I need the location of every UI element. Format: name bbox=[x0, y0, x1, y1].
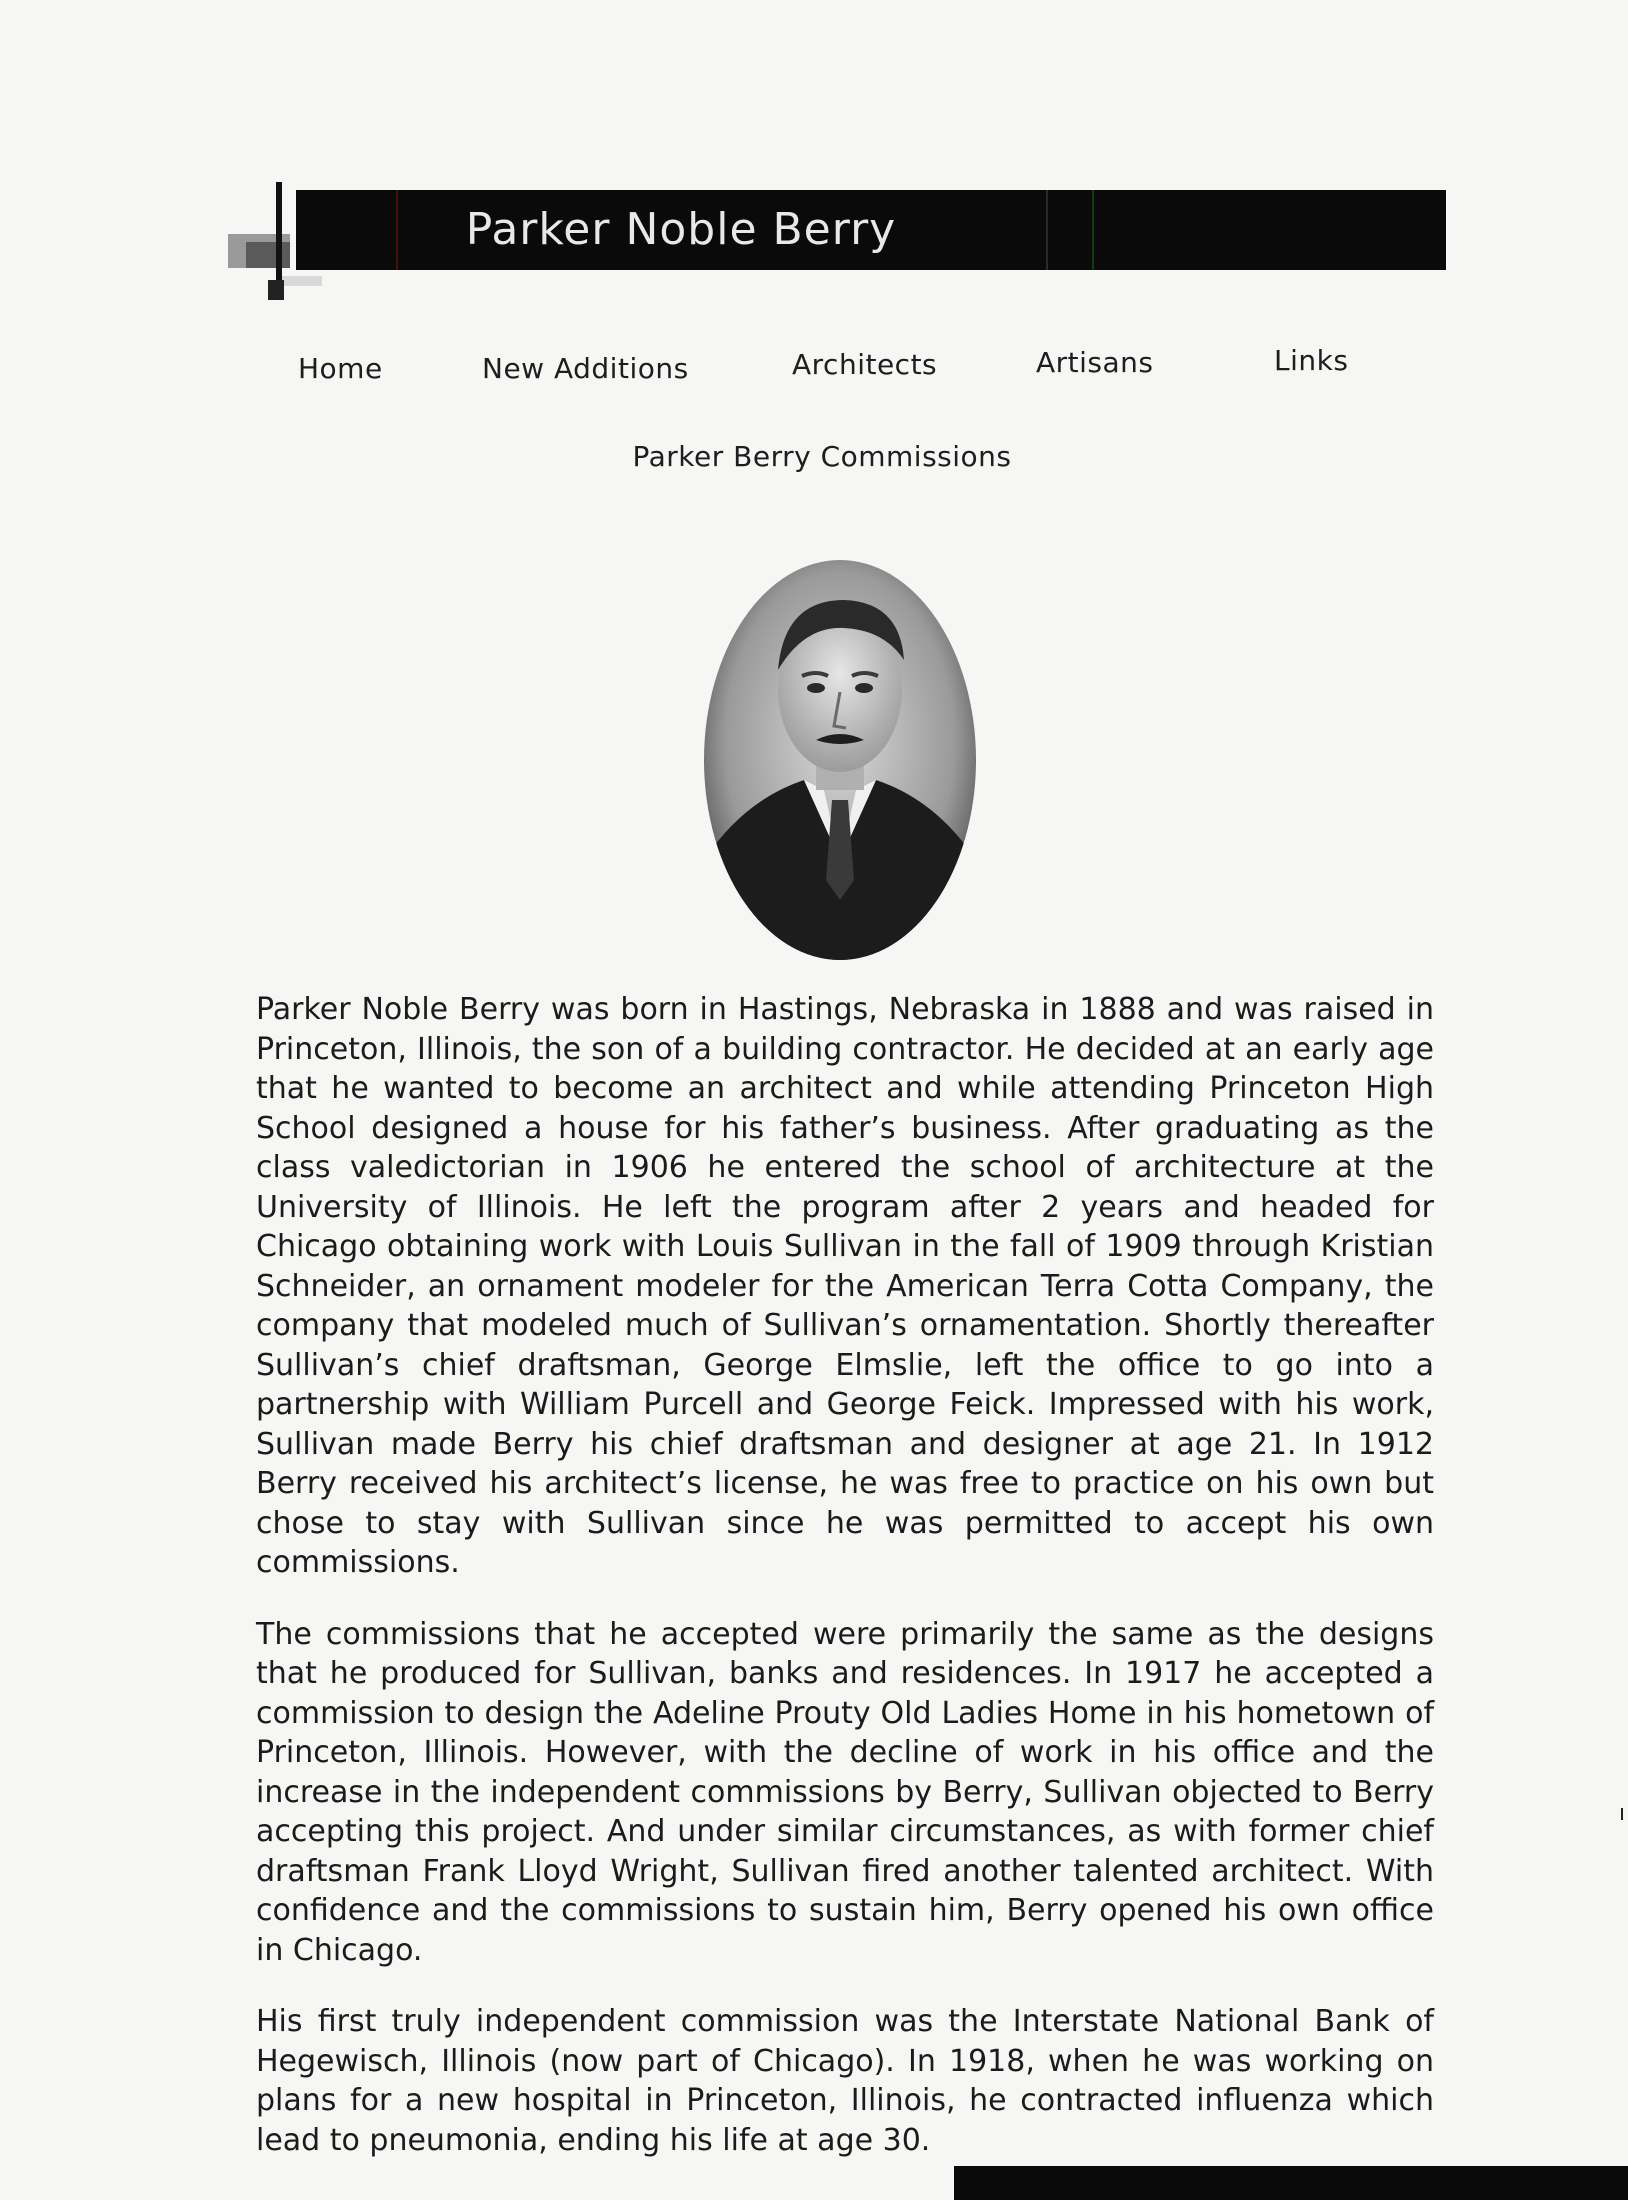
paragraph: Parker Noble Berry was born in Hastings, Nebraska in 1888 and was raised in Princeton, Illinois, the son of a building contractor. He decided at an early age that he wanted to become an architect and while attending Princeton High School designed a house for his father’s business. After graduating as the class valedictorian in 1906 he entered the school of architecture at the University of Illinois. He left the program after 2 years and headed for Chicago obtaining work with Louis Sullivan in the fall of 1909 through Kristian Schneider, an ornament modeler for the American Terra Cotta Company, the company that modeled much of Sullivan’s ornamentation. Shortly thereafter Sullivan’s chief draftsman, George Elmslie, left the office to go into a partnership with William Purcell and George Feick. Impressed with his work, Sullivan made Berry his chief draftsman and designer at age 21. In 1912 Berry received his architect’s license, he was free to practice on his own but chose to stay with Sullivan since he was permitted to accept his own commissions. bbox=[256, 992, 1434, 1580]
biography-text bbox=[256, 990, 1434, 2192]
nav-item-parker-berry-commissions[interactable]: Parker Berry Commissions bbox=[632, 440, 1012, 473]
site-title: Parker Noble Berry bbox=[465, 204, 897, 255]
nav-item-new-additions[interactable]: New Additions bbox=[482, 352, 689, 385]
portrait-photo bbox=[704, 560, 976, 960]
paragraph: The commissions that he accepted were primarily the same as the designs that he produced for Sullivan, banks and residences. In 1917 he accepted a commission to design the Adeline Prouty Old Ladies Home in his hometown of Princeton, Illinois. However, with the decline of work in his office and the increase in the independent commissions by Berry, Sullivan objected to Berry accepting this project. And under similar circumstances, as with former chief draftsman Frank Lloyd Wright, Sullivan fired another talented architect. With confidence and the commissions to sustain him, Berry opened his own office in Chicago. bbox=[256, 1616, 1434, 1968]
site-header-banner bbox=[296, 190, 1446, 270]
main-navigation bbox=[0, 344, 1628, 394]
scan-mark bbox=[1621, 1808, 1623, 1820]
nav-item-architects[interactable]: Architects bbox=[792, 348, 938, 381]
banner-divider bbox=[396, 190, 398, 270]
nav-item-artisans[interactable]: Artisans bbox=[1036, 346, 1154, 379]
banner-divider bbox=[1046, 190, 1048, 270]
sub-navigation bbox=[0, 440, 1628, 473]
nav-item-home[interactable]: Home bbox=[298, 352, 383, 385]
nav-item-links[interactable]: Links bbox=[1274, 344, 1349, 377]
footer-bar bbox=[954, 2166, 1628, 2200]
paragraph: His first truly independent commission was the Interstate National Bank of Hegewisch, Illinois (now part of Chicago). In 1918, when he was working on plans for a new hospital in Princeton, Illinois, he contracted influenza which lead to pneumonia, ending his life at age 30. bbox=[256, 2004, 1434, 2158]
banner-divider bbox=[1092, 190, 1094, 270]
